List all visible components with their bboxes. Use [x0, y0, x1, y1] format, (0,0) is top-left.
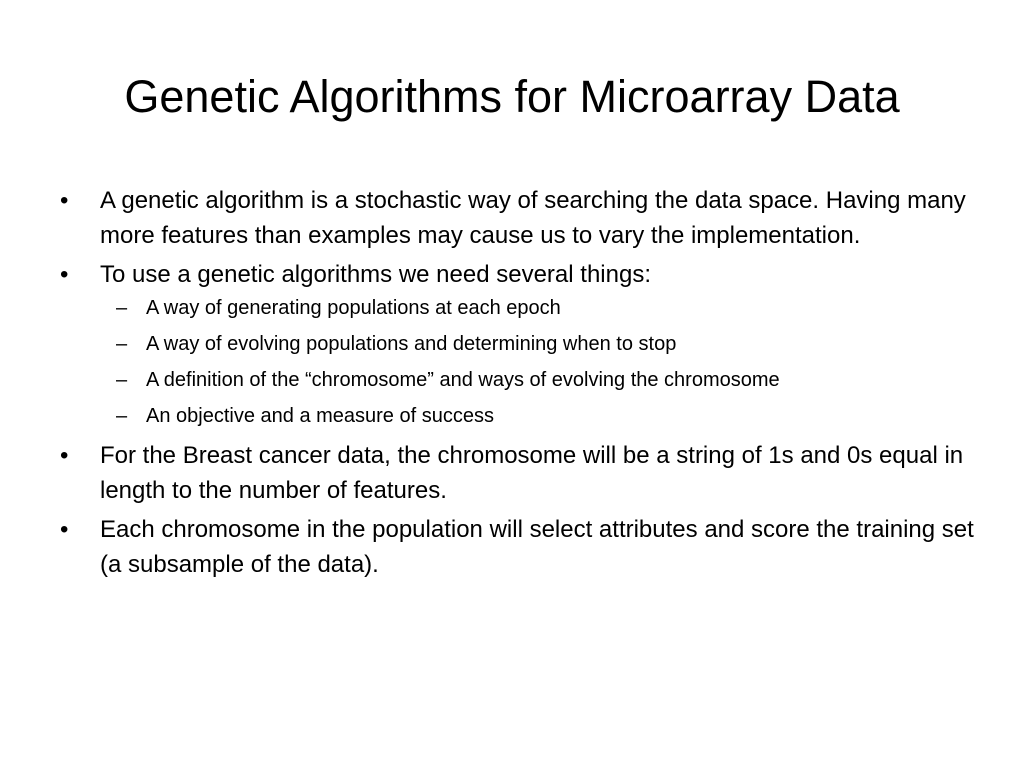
bullet-text: To use a genetic algorithms we need several things: — [100, 261, 651, 288]
sub-bullet-list — [100, 294, 976, 431]
bullet-text: For the Breast cancer data, the chromosome will be a string of 1s and 0s equal in length to the number of features. — [100, 442, 964, 504]
bullet-item — [56, 512, 976, 582]
bullet-list — [56, 183, 976, 586]
sub-bullet-marker: – — [116, 297, 128, 319]
bullet-item — [56, 183, 976, 253]
slide-title: Genetic Algorithms for Microarray Data — [124, 71, 900, 122]
sub-bullet-item — [100, 330, 976, 359]
bullet-item — [56, 257, 976, 431]
bullet-marker: • — [60, 187, 69, 214]
bullet-marker: • — [60, 261, 69, 288]
sub-bullet-text: An objective and a measure of success — [146, 405, 494, 427]
sub-bullet-item — [100, 402, 976, 431]
sub-bullet-item — [100, 366, 976, 395]
sub-bullet-text: A definition of the “chromosome” and ways of evolving the chromosome — [146, 369, 780, 391]
bullet-text: A genetic algorithm is a stochastic way of searching the data space. Having many more features than examples may cause us to vary the implementation. — [100, 187, 966, 249]
sub-bullet-item — [100, 294, 976, 323]
sub-bullet-marker: – — [116, 405, 128, 427]
sub-bullet-marker: – — [116, 333, 128, 355]
bullet-marker: • — [60, 516, 69, 543]
bullet-marker: • — [60, 442, 69, 469]
bullet-item — [56, 438, 976, 508]
sub-bullet-marker: – — [116, 369, 128, 391]
sub-bullet-text: A way of generating populations at each epoch — [146, 297, 561, 319]
sub-bullet-text: A way of evolving populations and determining when to stop — [146, 333, 677, 355]
bullet-text: Each chromosome in the population will select attributes and score the training set (a subsample of the data). — [100, 516, 974, 578]
